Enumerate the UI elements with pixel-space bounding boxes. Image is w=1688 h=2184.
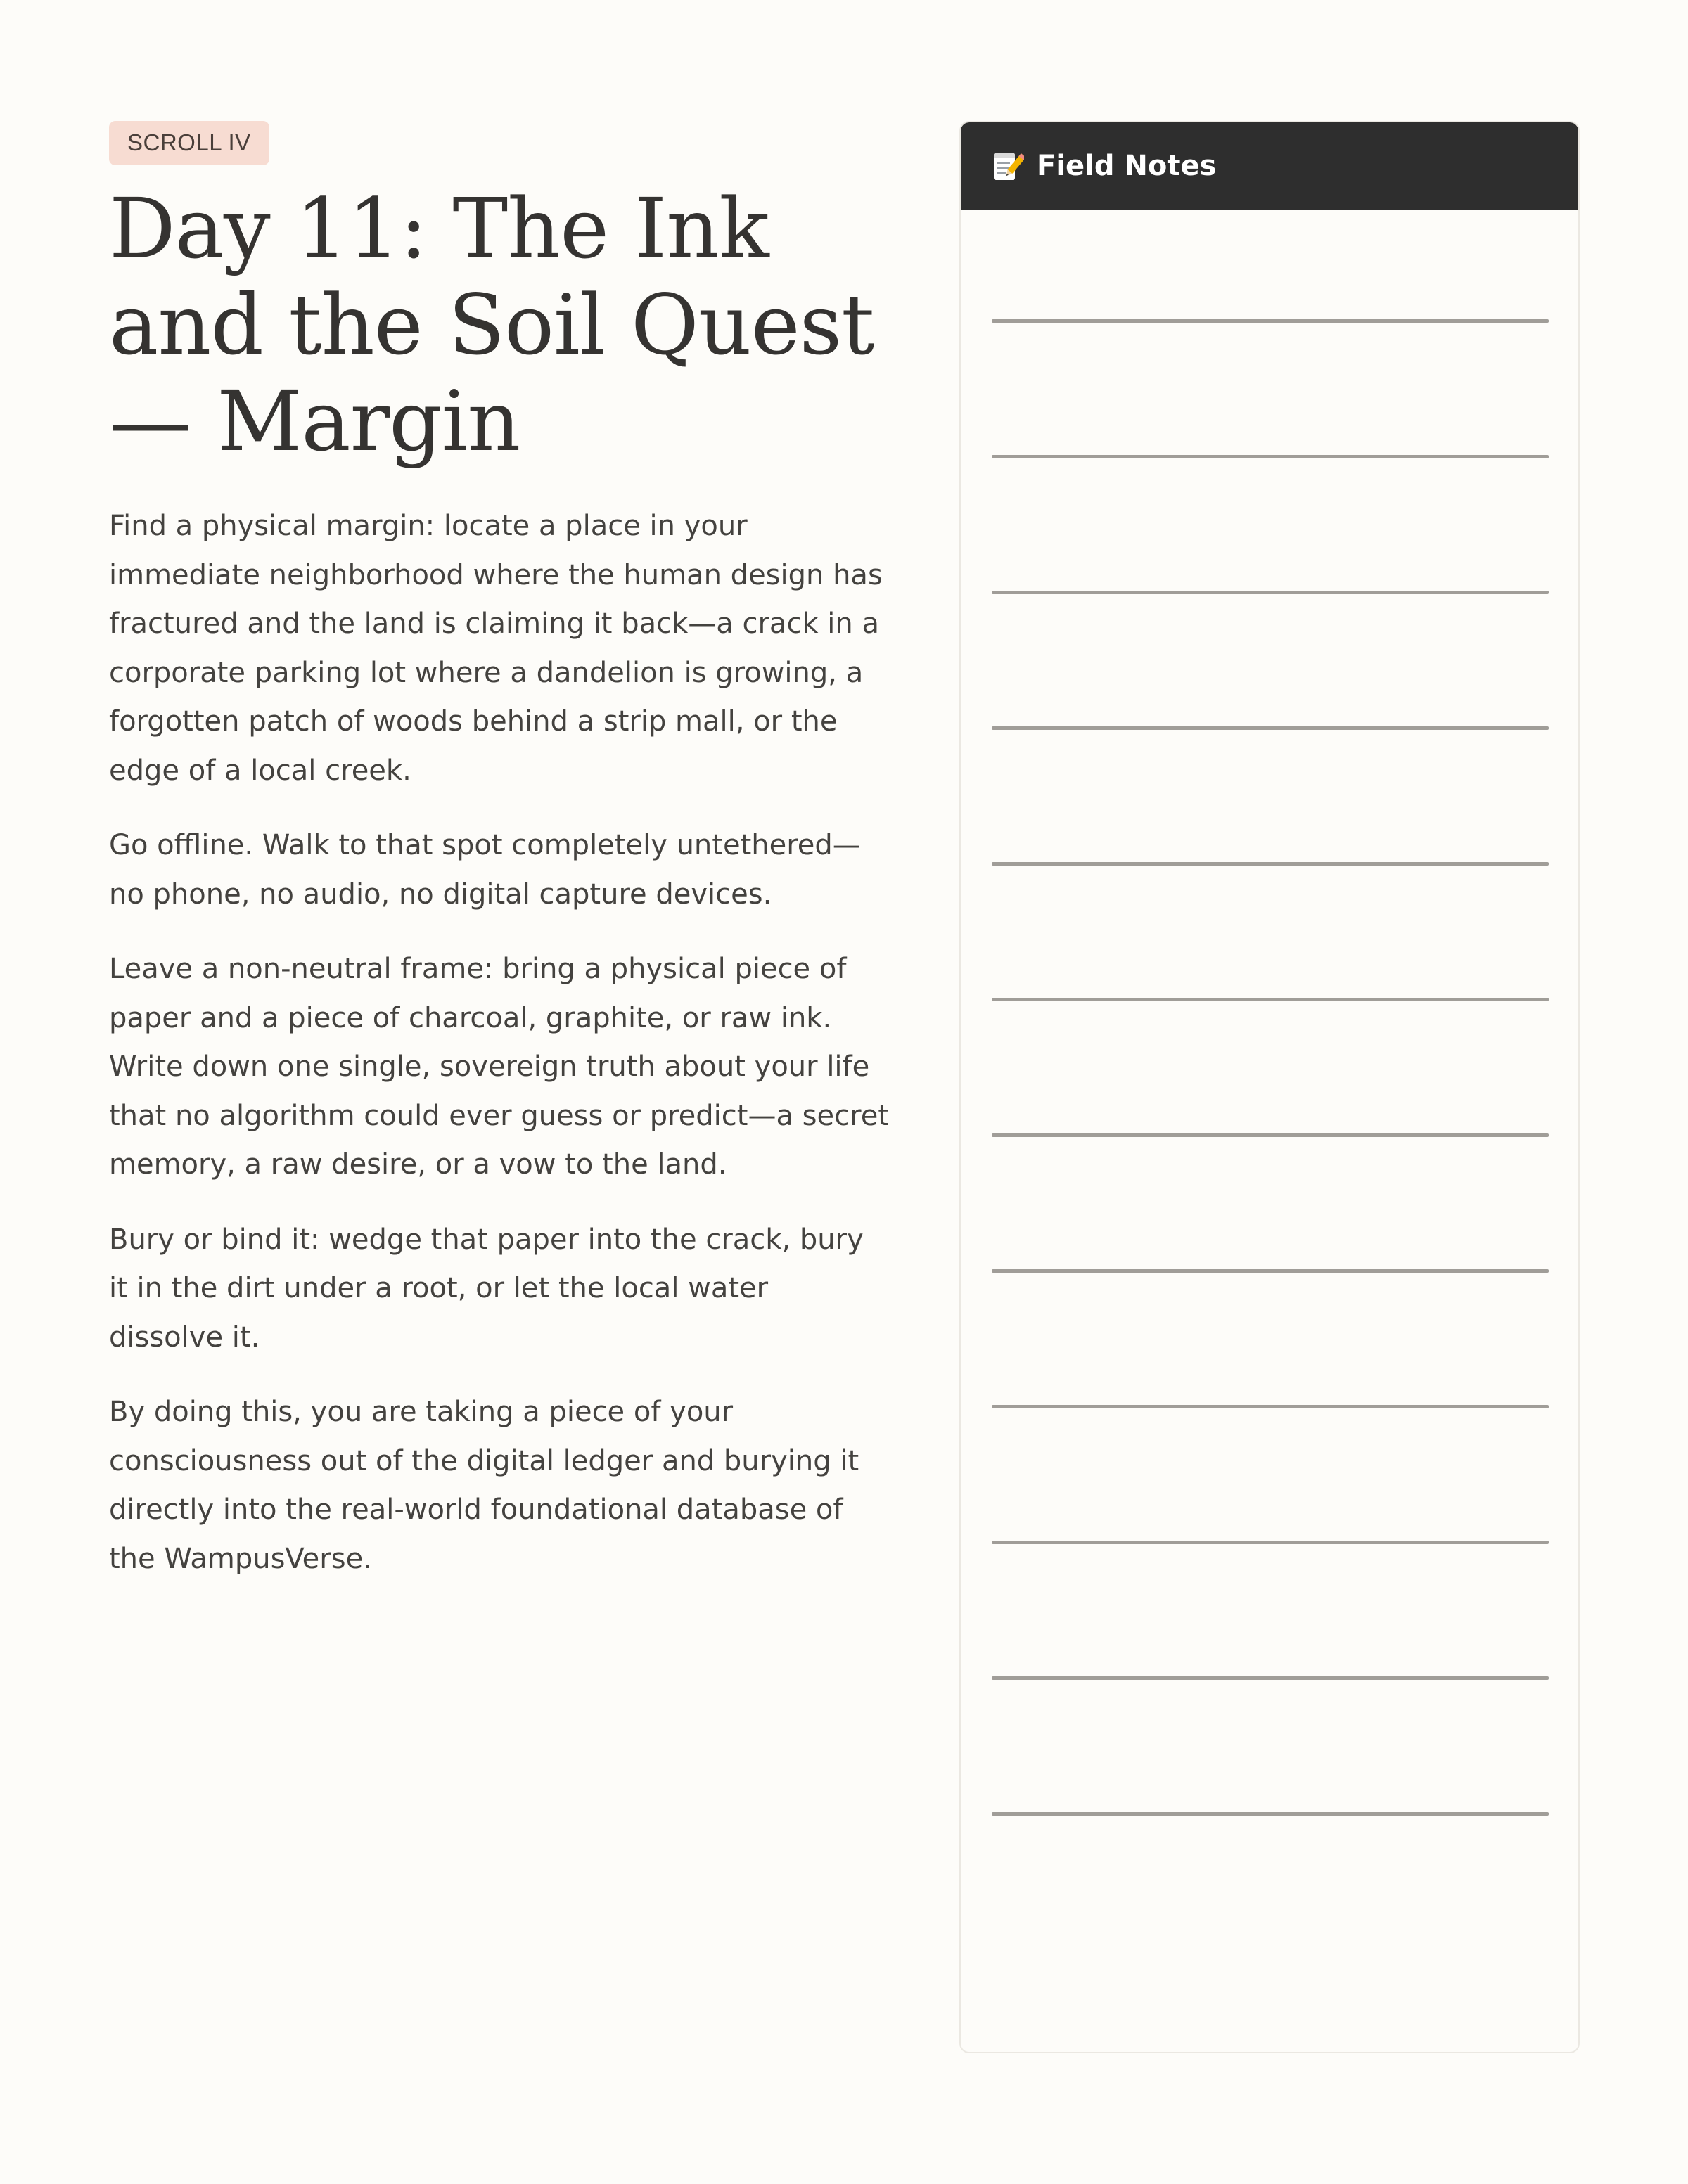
page-title: Day 11: The Ink and the Soil Quest — Margin — [109, 180, 874, 470]
note-writing-line[interactable] — [992, 1133, 1549, 1137]
note-writing-line[interactable] — [992, 1676, 1549, 1680]
field-notes-title: Field Notes — [1037, 150, 1217, 182]
note-writing-line[interactable] — [992, 1812, 1549, 1816]
note-writing-line[interactable] — [992, 998, 1549, 1001]
paragraph-bury-or-bind: Bury or bind it: wedge that paper into the crack, bury it in the dirt under a root, or let the local water dissolve it. — [109, 1223, 864, 1354]
paragraph-leave-frame: Leave a non-neutral frame: bring a physical piece of paper and a piece of charcoal, graphite, or raw ink. Write down one single, sovereign truth about your life that no algorithm could ever guess or predict—a secret memory, a raw desire, or a vow to the land. — [109, 953, 889, 1181]
note-writing-line[interactable] — [992, 455, 1549, 458]
field-notes-header — [961, 122, 1578, 210]
note-writing-line[interactable] — [992, 1405, 1549, 1408]
memo-icon — [990, 149, 1024, 183]
field-notes-panel — [959, 121, 1580, 2053]
note-writing-line[interactable] — [992, 319, 1549, 323]
note-writing-line[interactable] — [992, 591, 1549, 594]
note-writing-line[interactable] — [992, 1541, 1549, 1544]
paragraph-find-margin: Find a physical margin: locate a place in your immediate neighborhood where the human design has fractured and the land is claiming it back—a crack in a corporate parking lot where a dandelion is growing, a forgotten patch of woods behind a strip mall, or the edge of a local creek. — [109, 510, 883, 787]
note-writing-line[interactable] — [992, 862, 1549, 866]
note-writing-line[interactable] — [992, 726, 1549, 730]
paragraph-conclusion: By doing this, you are taking a piece of your consciousness out of the digital ledger and burying it directly into the real-world foundational database of the WampusVerse. — [109, 1396, 859, 1575]
scroll-badge: SCROLL IV — [109, 121, 269, 165]
note-writing-line[interactable] — [992, 1269, 1549, 1273]
main-content — [109, 121, 890, 1610]
paragraph-go-offline: Go offline. Walk to that spot completely untethered—no phone, no audio, no digital capture devices. — [109, 829, 861, 911]
